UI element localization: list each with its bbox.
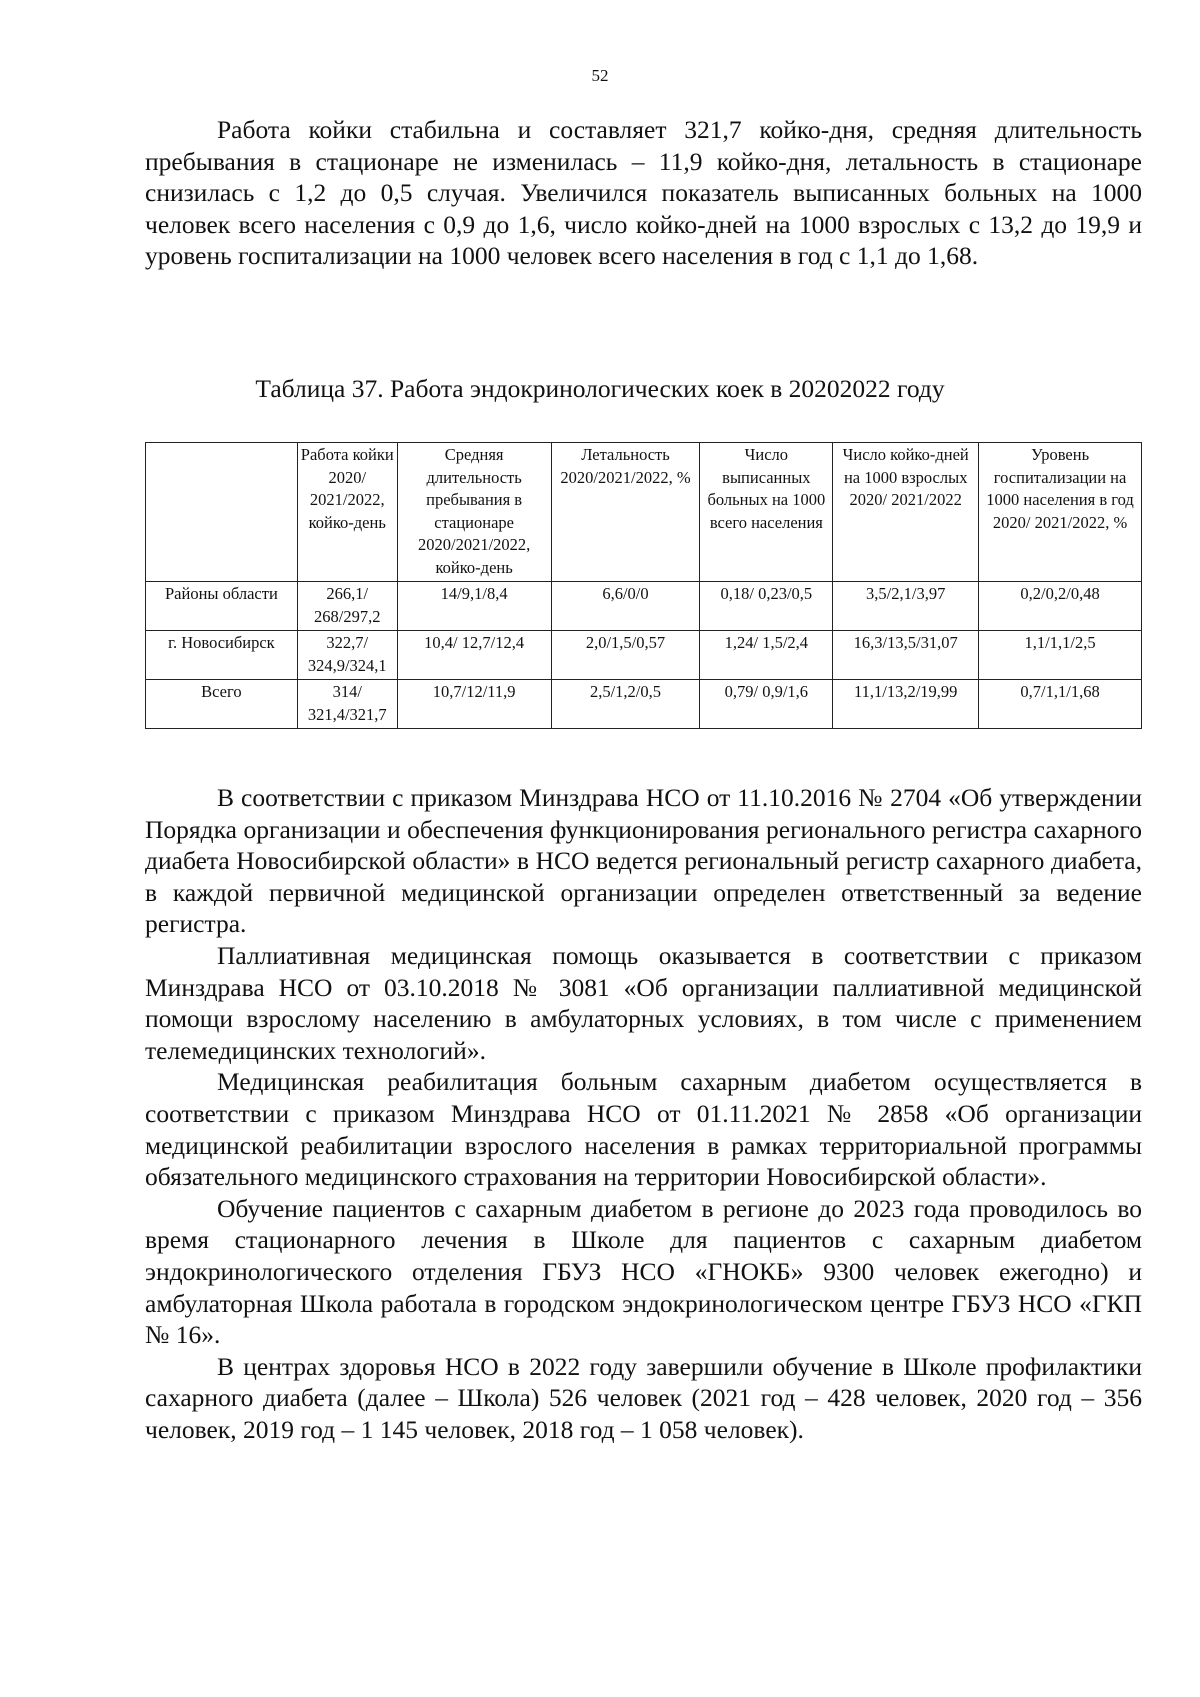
body-section bbox=[145, 782, 1142, 1445]
table-cell: 2,5/1,2/0,5 bbox=[551, 680, 700, 729]
paragraph-palliative-care: Паллиативная медицинская помощь оказывается в соответствии с приказом Минздрава НСО от 03.10.2018 № 3081 «Об организации паллиативной медицинской помощи взрослому населению в амбулаторных условиях, в том числе с применением телемедицинских технологий». bbox=[145, 940, 1142, 1065]
header-cell-mortality: Летальность 2020/2021/2022, % bbox=[551, 443, 700, 582]
table-row bbox=[146, 680, 1142, 729]
row-label: Всего bbox=[146, 680, 298, 729]
row-label: г. Новосибирск bbox=[146, 631, 298, 680]
table-cell: 0,79/ 0,9/1,6 bbox=[700, 680, 833, 729]
table-cell: 2,0/1,5/0,57 bbox=[551, 631, 700, 680]
intro-paragraph: Работа койки стабильна и составляет 321,7 койко-дня, средняя длительность пребывания в стационаре не изменилась – 11,9 койко-дня, летальность в стационаре снизилась с 1,2 до 0,5 случая. Увеличился показатель выписанных больных на 1000 человек всего населения с 0,9 до 1,6, число койко-дней на 1000 взрослых с 13,2 до 19,9 и уровень госпитализации на 1000 человек всего населения в год с 1,1 до 1,68. bbox=[145, 115, 1142, 271]
table-cell: 322,7/ 324,9/324,1 bbox=[297, 631, 397, 680]
row-label: Районы области bbox=[146, 582, 298, 631]
table-cell: 11,1/13,2/19,99 bbox=[833, 680, 979, 729]
table-cell: 3,5/2,1/3,97 bbox=[833, 582, 979, 631]
header-cell-avg-stay: Средняя длительность пребывания в стационаре 2020/2021/2022, койко-день bbox=[397, 443, 551, 582]
table-header bbox=[146, 443, 1142, 582]
table-cell: 1,1/1,1/2,5 bbox=[979, 631, 1142, 680]
header-cell-hospitalization: Уровень госпитализации на 1000 населения в год 2020/ 2021/2022, % bbox=[979, 443, 1142, 582]
table-cell: 14/9,1/8,4 bbox=[397, 582, 551, 631]
table-cell: 266,1/ 268/297,2 bbox=[297, 582, 397, 631]
table-cell: 0,2/0,2/0,48 bbox=[979, 582, 1142, 631]
table-cell: 314/ 321,4/321,7 bbox=[297, 680, 397, 729]
table-row bbox=[146, 582, 1142, 631]
header-cell-discharged: Число выписанных больных на 1000 всего населения bbox=[700, 443, 833, 582]
table-cell: 10,7/12/11,9 bbox=[397, 680, 551, 729]
header-cell-bed-work: Работа койки 2020/ 2021/2022, койко-день bbox=[297, 443, 397, 582]
table-cell: 6,6/0/0 bbox=[551, 582, 700, 631]
table-cell: 1,24/ 1,5/2,4 bbox=[700, 631, 833, 680]
paragraph-rehabilitation: Медицинская реабилитация больным сахарным диабетом осуществляется в соответствии с приказом Минздрава НСО от 01.11.2021 № 2858 «Об организации медицинской реабилитации взрослого населения в рамках территориальной программы обязательного медицинского страхования на территории Новосибирской области». bbox=[145, 1067, 1142, 1192]
table-header-row bbox=[146, 443, 1142, 582]
paragraph-health-centers: В центрах здоровья НСО в 2022 году завершили обучение в Школе профилактики сахарного диабета (далее – Школа) 526 человек (2021 год – 428 человек, 2020 год – 356 человек, 2019 год – 1 145 человек, 2018 год – 1 058 человек). bbox=[145, 1351, 1142, 1444]
page-number: 52 bbox=[591, 66, 609, 85]
endocrinology-beds-table bbox=[145, 442, 1142, 729]
paragraph-patient-education: Обучение пациентов с сахарным диабетом в регионе до 2023 года проводилось во время стационарного лечения в Школе для пациентов с сахарным диабетом эндокринологического отделения ГБУЗ НСО «ГНОКБ» 9300 человек ежегодно) и амбулаторная Школа работала в городском эндокринологическом центре ГБУЗ НСО «ГКП № 16». bbox=[145, 1193, 1142, 1350]
table-caption: Таблица 37. Работа эндокринологических коек в 20202022 году bbox=[255, 374, 945, 403]
table-cell: 0,18/ 0,23/0,5 bbox=[700, 582, 833, 631]
table-cell: 10,4/ 12,7/12,4 bbox=[397, 631, 551, 680]
header-cell-bed-days: Число койко-дней на 1000 взрослых 2020/ 2021/2022 bbox=[833, 443, 979, 582]
table-cell: 16,3/13,5/31,07 bbox=[833, 631, 979, 680]
intro-section bbox=[145, 114, 1142, 272]
table-row bbox=[146, 631, 1142, 680]
paragraph-diabetes-register: В соответствии с приказом Минздрава НСО от 11.10.2016 № 2704 «Об утверждении Порядка организации и обеспечения функционирования регионального регистра сахарного диабета Новосибирской области» в НСО ведется региональный регистр сахарного диабета, в каждой первичной медицинской организации определен ответственный за ведение регистра. bbox=[145, 783, 1142, 939]
header-cell-blank bbox=[146, 443, 298, 582]
table-body bbox=[146, 582, 1142, 729]
table-cell: 0,7/1,1/1,68 bbox=[979, 680, 1142, 729]
